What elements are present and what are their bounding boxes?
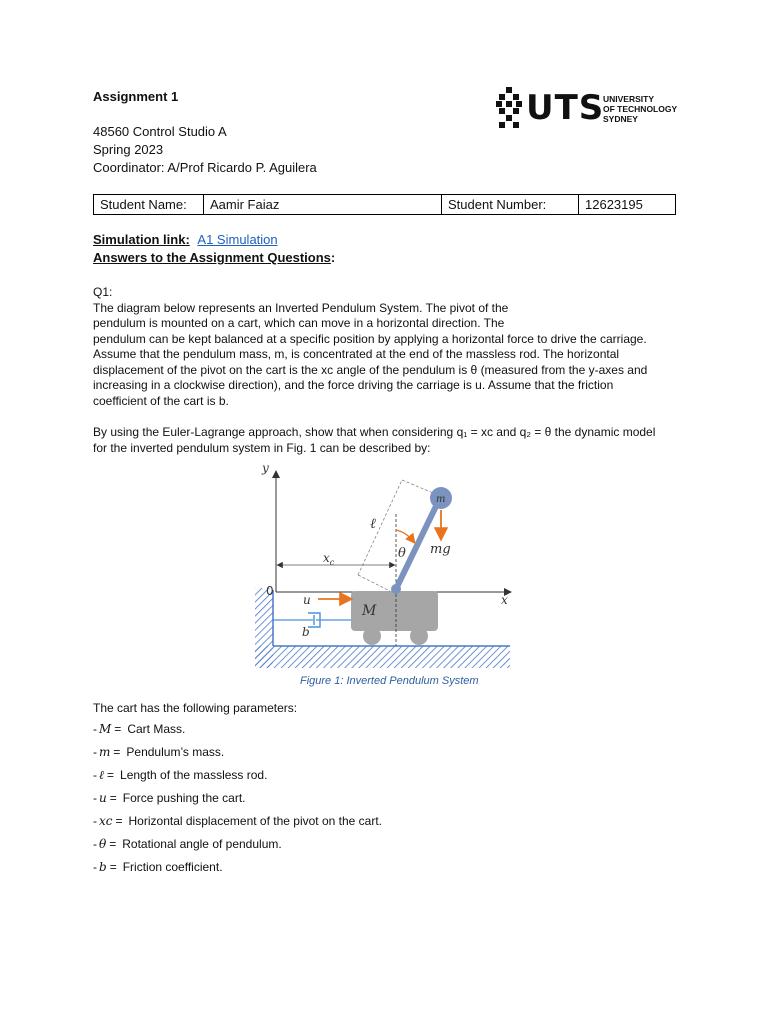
pivot	[391, 584, 401, 594]
bob-label: m	[436, 494, 446, 505]
simulation-link-row	[93, 231, 278, 249]
param-item: - M = Cart Mass.	[93, 722, 186, 736]
q1-line: Assume that the pendulum mass, m, is concentrated at the end of the massless rod. The horizontal	[93, 347, 620, 361]
xc-label: $x_c$	[323, 551, 335, 567]
angle-label: θ	[398, 546, 406, 561]
param-item: - θ = Rotational angle of pendulum.	[93, 837, 282, 851]
param-item: - u = Force pushing the cart.	[93, 791, 246, 805]
simulation-link-label: Simulation link:	[93, 232, 190, 247]
uts-logo	[496, 86, 686, 130]
student-info-table	[93, 194, 676, 215]
q1-label: Q1:	[93, 285, 113, 299]
answers-heading-row	[93, 249, 335, 267]
cart-wheel-left	[363, 627, 381, 645]
length-indicator	[358, 480, 402, 575]
logo-line-3: SYDNEY	[603, 114, 638, 124]
q1-line: The diagram below represents an Inverted Pendulum System. The pivot of the	[93, 300, 509, 315]
cart-wheel-right	[410, 627, 428, 645]
q1-line: pendulum can be kept balanced at a specific position by applying a horizontal force to drive the carriage.	[93, 331, 647, 346]
inverted-pendulum-figure	[250, 458, 515, 673]
q1-line: increasing in a clockwise direction), and the force driving the carriage is u. Assume that the friction	[93, 378, 614, 392]
length-tick-bottom	[358, 575, 390, 591]
x-axis-label: x	[501, 593, 508, 607]
euler-line-2: for the inverted pendulum system in Fig. 1 can be described by:	[93, 440, 431, 455]
gravity-label: mg	[430, 542, 451, 557]
term: Spring 2023	[93, 142, 164, 157]
friction-label: b	[302, 625, 310, 639]
q1-line: pendulum is mounted on a cart, which can move in a horizontal direction. The	[93, 316, 505, 330]
y-axis-label: y	[262, 461, 269, 475]
wall-hatch	[255, 588, 273, 668]
uts-crest-icon	[496, 87, 522, 129]
student-number-value: 12623195	[585, 197, 643, 212]
course-name: 48560 Control Studio A	[93, 124, 227, 139]
param-item: - b = Friction coefficient.	[93, 860, 223, 874]
angle-arc	[396, 530, 414, 542]
student-name-value: Aamir Faiaz	[204, 195, 442, 214]
q1-paragraph	[93, 301, 647, 410]
figure-caption: Figure 1: Inverted Pendulum System	[300, 675, 479, 687]
cart-label: M	[362, 603, 377, 619]
q1-line: coefficient of the cart is b.	[93, 393, 229, 408]
logo-line-1: UNIVERSITY	[603, 94, 655, 104]
logo-line-2: OF TECHNOLOGY	[603, 104, 678, 114]
assignment-title: Assignment 1	[93, 89, 179, 104]
param-item: - ℓ = Length of the massless rod.	[93, 768, 268, 782]
euler-paragraph	[93, 425, 655, 456]
answers-colon: :	[330, 250, 336, 265]
ground-hatch	[255, 646, 510, 668]
q1-line: displacement of the pivot on the cart is the xc angle of the pendulum is θ (measured from the y-axes and	[93, 362, 648, 377]
simulation-link[interactable]: A1 Simulation	[197, 232, 278, 247]
force-label: u	[303, 593, 311, 607]
student-name-label: Student Name:	[94, 195, 204, 214]
student-number-label: Student Number:	[442, 195, 579, 214]
origin-label: 0	[266, 584, 274, 598]
param-item: - m = Pendulum’s mass.	[93, 745, 225, 759]
logo-wordmark: UTS	[526, 88, 605, 128]
euler-line-1: By using the Euler-Lagrange approach, show that when considering q₁ = xc and q₂ = θ the dynamic model	[93, 425, 656, 439]
rod-length-label: ℓ	[370, 516, 376, 532]
answers-heading: Answers to the Assignment Questions	[93, 250, 331, 265]
param-item: - xc = Horizontal displacement of the pivot on the cart.	[93, 814, 382, 828]
coordinator: Coordinator: A/Prof Ricardo P. Aguilera	[93, 160, 317, 175]
params-intro: The cart has the following parameters:	[93, 701, 298, 715]
logo-subtitle	[603, 94, 677, 124]
